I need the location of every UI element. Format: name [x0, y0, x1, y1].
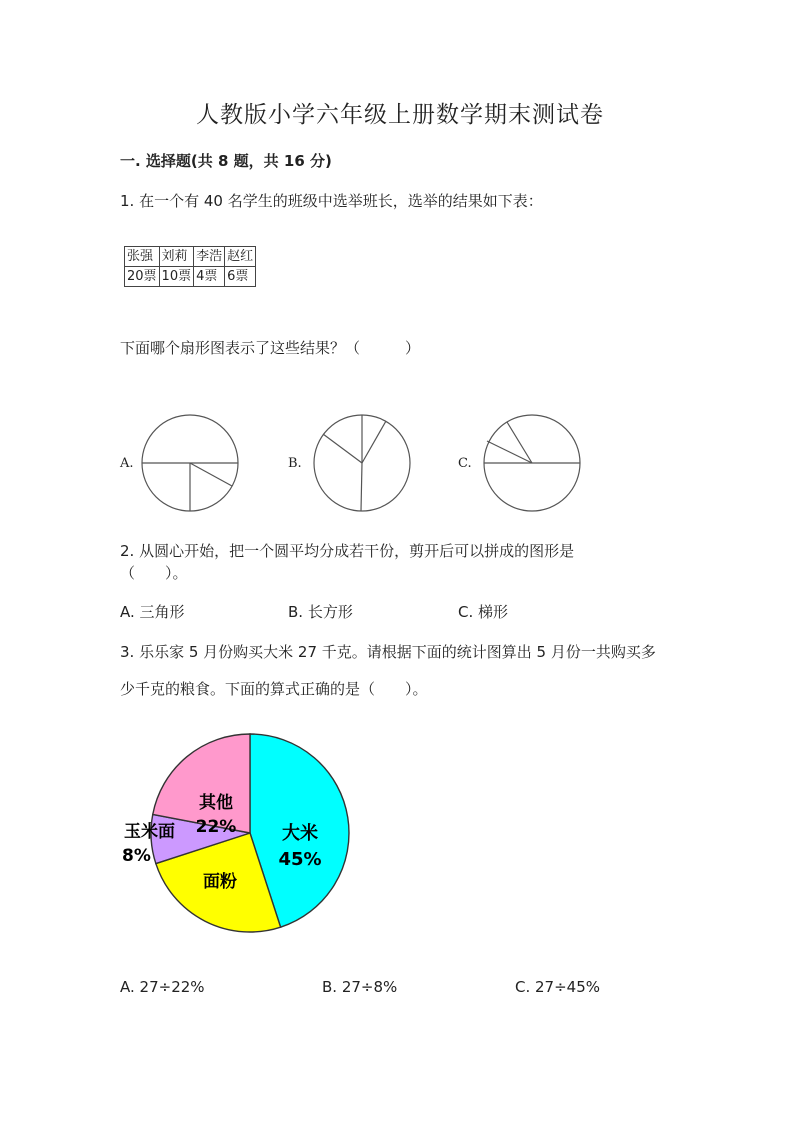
vote-count-cell: 10票: [159, 267, 194, 287]
vote-name-cell: 李浩: [194, 247, 225, 267]
q2-stem-line2: （ ）。: [120, 564, 188, 582]
q2-option-b: B. 长方形: [288, 603, 353, 621]
q3-stem-line2: 少千克的粮食。下面的算式正确的是（ ）。: [120, 680, 428, 698]
q2-option-a: A. 三角形: [120, 603, 185, 621]
vote-count-cell: 6票: [225, 267, 256, 287]
q1-stem: 1. 在一个有 40 名学生的班级中选举班长，选举的结果如下表：: [120, 192, 543, 210]
slice-value-yumimian: 8%: [122, 846, 151, 866]
slice-label-qita: 其他: [199, 793, 233, 813]
q3-option-b: B. 27÷8%: [322, 978, 398, 996]
q2-stem-line1: 2. 从圆心开始，把一个圆平均分成若干份，剪开后可以拼成的图形是: [120, 542, 575, 560]
slice-value-qita: 22%: [195, 817, 237, 837]
q3-stem-line1: 3. 乐乐家 5 月份购买大米 27 千克。请根据下面的统计图算出 5 月份一共购买多: [120, 643, 656, 661]
q3-option-a: A. 27÷22%: [120, 978, 205, 996]
vote-name-cell: 刘莉: [159, 247, 194, 267]
option-a-pie-diagram: [142, 415, 238, 511]
vote-name-cell: 张强: [125, 247, 160, 267]
option-c-pie-diagram: [484, 415, 580, 511]
slice-label-mianfen: 面粉: [203, 872, 237, 892]
vote-name-cell: 赵红: [225, 247, 256, 267]
vote-count-cell: 20票: [125, 267, 160, 287]
q1-option-c-label: C.: [458, 456, 472, 471]
grain-pie-chart: [110, 725, 370, 945]
slice-label-dami: 大米: [282, 823, 318, 844]
q3-option-c: C. 27÷45%: [515, 978, 601, 996]
page-title: 人教版小学六年级上册数学期末测试卷: [196, 102, 604, 128]
slice-label-yumimian: 玉米面: [124, 822, 175, 842]
option-b-pie-diagram: [314, 415, 410, 511]
q1-option-b-label: B.: [288, 456, 302, 471]
slice-value-dami: 45%: [278, 849, 322, 870]
q2-option-c: C. 梯形: [458, 603, 509, 621]
q1-option-diagrams: [0, 0, 800, 540]
vote-count-cell: 4票: [194, 267, 225, 287]
section-heading: 一. 选择题(共 8 题，共 16 分): [120, 152, 332, 170]
q1-question: 下面哪个扇形图表示了这些结果？（ ）: [120, 339, 421, 357]
q1-option-a-label: A.: [120, 456, 134, 471]
